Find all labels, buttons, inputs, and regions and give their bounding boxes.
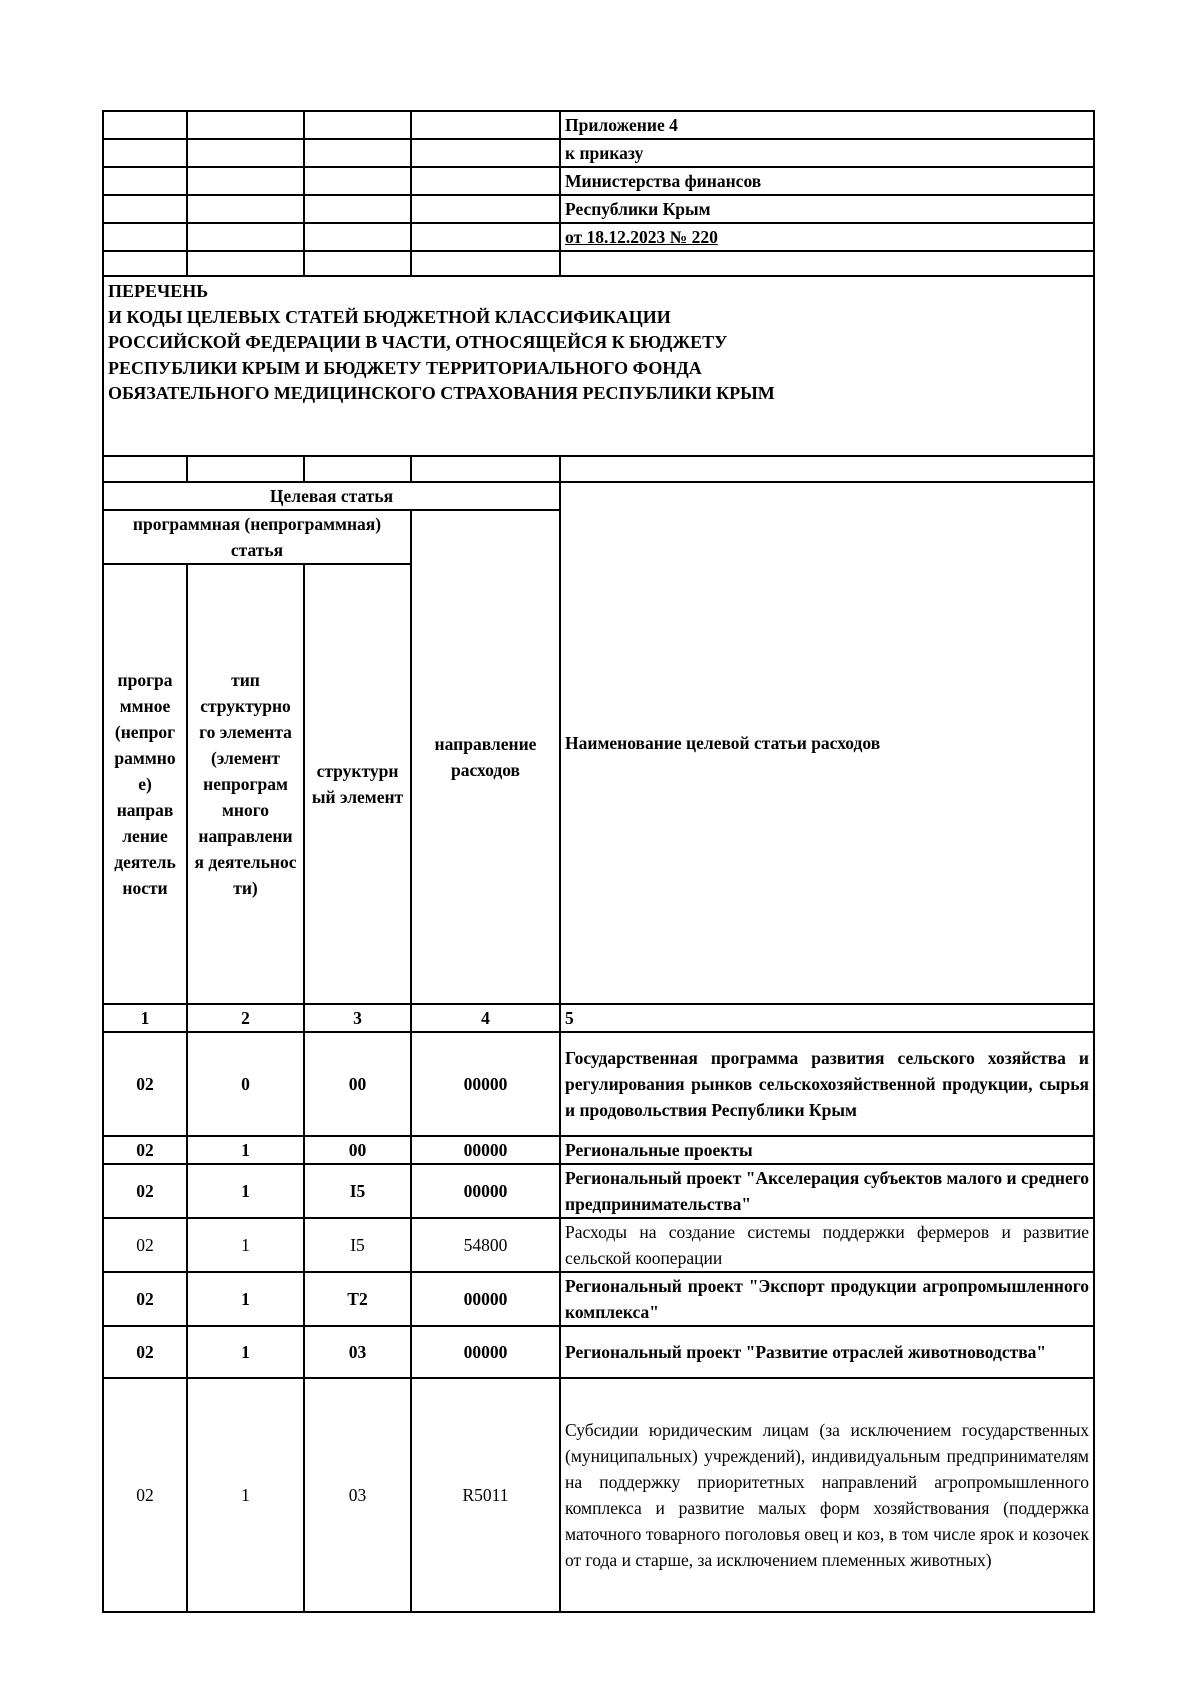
direction-cell: 00000 — [411, 1136, 560, 1164]
structural-element-cell: 00 — [304, 1136, 411, 1164]
column-number: 2 — [187, 1004, 304, 1032]
empty-cell — [411, 456, 560, 482]
structural-element-cell: I5 — [304, 1164, 411, 1218]
empty-cell — [103, 456, 187, 482]
article-name-cell: Региональный проект "Развитие отраслей животноводства" — [560, 1326, 1094, 1378]
direction-column-header: направление расходов — [411, 510, 560, 1004]
element-type-cell: 1 — [187, 1272, 304, 1326]
empty-cell — [187, 251, 304, 276]
empty-cell — [304, 195, 411, 223]
element-type-cell: 1 — [187, 1164, 304, 1218]
element-type-cell: 1 — [187, 1326, 304, 1378]
empty-cell — [103, 223, 187, 251]
empty-cell — [411, 111, 560, 139]
target-article-header: Целевая статья — [103, 482, 560, 510]
empty-cell — [304, 223, 411, 251]
document-title — [103, 276, 1094, 456]
empty-cell — [103, 167, 187, 195]
empty-cell — [187, 456, 304, 482]
structural-element-type-header: тип структурно го элемента (элемент непрограм много направлени я деятельнос ти) — [187, 564, 304, 1004]
empty-cell — [187, 223, 304, 251]
direction-cell: 00000 — [411, 1272, 560, 1326]
empty-cell — [103, 195, 187, 223]
title-line: РЕСПУБЛИКИ КРЫМ И БЮДЖЕТУ ТЕРРИТОРИАЛЬНОГО ФОНДА — [108, 357, 702, 378]
empty-cell — [103, 251, 187, 276]
name-column-header: Наименование целевой статьи расходов — [560, 482, 1094, 1004]
program-code-cell: 02 — [103, 1326, 187, 1378]
empty-cell — [411, 195, 560, 223]
direction-cell: 00000 — [411, 1326, 560, 1378]
empty-cell — [304, 167, 411, 195]
element-type-cell: 0 — [187, 1032, 304, 1136]
program-code-cell: 02 — [103, 1032, 187, 1136]
appendix-order: к приказу — [560, 139, 1094, 167]
title-line: ПЕРЕЧЕНЬ — [108, 281, 209, 301]
structural-element-cell: 03 — [304, 1378, 411, 1612]
table-row — [103, 1378, 1094, 1612]
structural-element-cell: 03 — [304, 1326, 411, 1378]
element-type-cell: 1 — [187, 1378, 304, 1612]
structural-element-cell: I5 — [304, 1218, 411, 1272]
table-row — [103, 1218, 1094, 1272]
appendix-number: Приложение 4 — [560, 111, 1094, 139]
direction-cell: R5011 — [411, 1378, 560, 1612]
program-code-cell: 02 — [103, 1136, 187, 1164]
column-number: 1 — [103, 1004, 187, 1032]
table-row — [103, 1032, 1094, 1136]
article-name-cell: Региональные проекты — [560, 1136, 1094, 1164]
program-code-cell: 02 — [103, 1378, 187, 1612]
direction-cell: 54800 — [411, 1218, 560, 1272]
table-row — [103, 1326, 1094, 1378]
table-row — [103, 1164, 1094, 1218]
empty-cell — [411, 139, 560, 167]
column-number: 3 — [304, 1004, 411, 1032]
appendix-ministry: Министерства финансов — [560, 167, 1094, 195]
empty-cell — [187, 195, 304, 223]
empty-cell — [560, 456, 1094, 482]
direction-cell: 00000 — [411, 1032, 560, 1136]
table-row — [103, 1272, 1094, 1326]
title-line: ОБЯЗАТЕЛЬНОГО МЕДИЦИНСКОГО СТРАХОВАНИЯ РЕСПУБЛИКИ КРЫМ — [108, 383, 775, 403]
program-direction-header: програ ммное (непрог раммно е) направ ление деятель ности — [103, 564, 187, 1004]
program-code-cell: 02 — [103, 1164, 187, 1218]
article-name-cell: Государственная программа развития сельского хозяйства и регулирования рынков сельскохозяйственной продукции, сырья и продовольствия Республики Крым — [560, 1032, 1094, 1136]
empty-cell — [103, 111, 187, 139]
program-code-cell: 02 — [103, 1218, 187, 1272]
article-name-cell: Расходы на создание системы поддержки фермеров и развитие сельской кооперации — [560, 1218, 1094, 1272]
empty-cell — [304, 456, 411, 482]
empty-cell — [304, 139, 411, 167]
empty-cell — [411, 167, 560, 195]
article-name-cell: Субсидии юридическим лицам (за исключением государственных (муниципальных) учреждений), индивидуальным предпринимателям на поддержку приоритетных направлений агропромышленного комплекса и развитие малых форм хозяйствования (поддержка маточного товарного поголовья овец и коз, в том числе ярок и козочек от года и старше, за исключением племенных животных) — [560, 1378, 1094, 1612]
empty-cell — [411, 223, 560, 251]
empty-cell — [187, 139, 304, 167]
title-line: РОССИЙСКОЙ ФЕДЕРАЦИИ В ЧАСТИ, ОТНОСЯЩЕЙСЯ К БЮДЖЕТУ — [108, 332, 728, 352]
table-row — [103, 1136, 1094, 1164]
program-article-header: программная (непрограммная) статья — [103, 510, 411, 564]
empty-cell — [411, 251, 560, 276]
appendix-date: от 18.12.2023 № 220 — [560, 223, 1094, 251]
direction-cell: 00000 — [411, 1164, 560, 1218]
article-name-cell: Региональный проект "Экспорт продукции агропромышленного комплекса" — [560, 1272, 1094, 1326]
empty-cell — [304, 111, 411, 139]
appendix-republic: Республики Крым — [560, 195, 1094, 223]
budget-classification-table — [102, 110, 1095, 1613]
program-code-cell: 02 — [103, 1272, 187, 1326]
empty-cell — [304, 251, 411, 276]
element-type-cell: 1 — [187, 1136, 304, 1164]
column-number: 5 — [560, 1004, 1094, 1032]
empty-cell — [187, 167, 304, 195]
element-type-cell: 1 — [187, 1218, 304, 1272]
structural-element-cell: 00 — [304, 1032, 411, 1136]
structural-element-header: структурн ый элемент — [304, 564, 411, 1004]
empty-cell — [560, 251, 1094, 276]
column-number: 4 — [411, 1004, 560, 1032]
article-name-cell: Региональный проект "Акселерация субъектов малого и среднего предпринимательства" — [560, 1164, 1094, 1218]
structural-element-cell: T2 — [304, 1272, 411, 1326]
empty-cell — [103, 139, 187, 167]
empty-cell — [187, 111, 304, 139]
title-line: И КОДЫ ЦЕЛЕВЫХ СТАТЕЙ БЮДЖЕТНОЙ КЛАССИФИКАЦИИ — [108, 306, 671, 327]
